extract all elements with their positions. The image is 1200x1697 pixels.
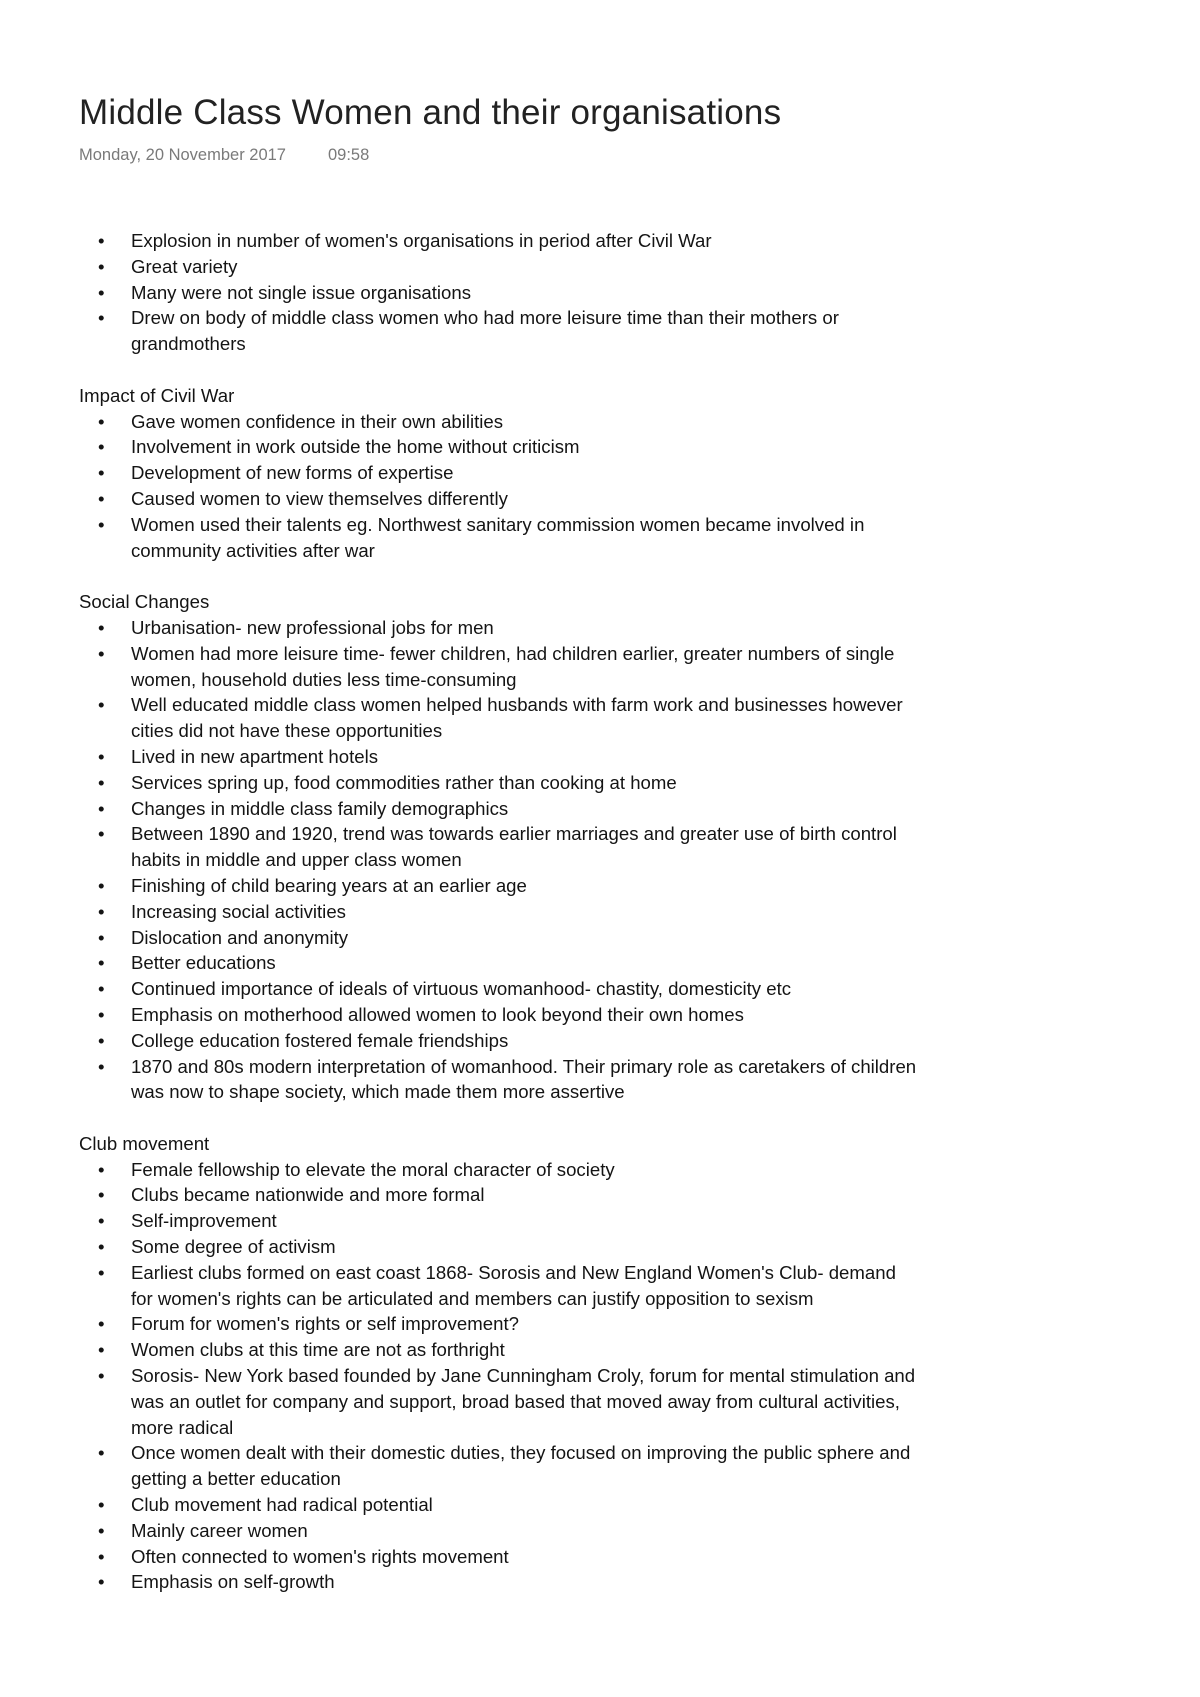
bullet-item: • Self-improvement (79, 1208, 919, 1234)
bullet-item: • Finishing of child bearing years at an earlier age (79, 873, 919, 899)
bullet-item: • 1870 and 80s modern interpretation of womanhood. Their primary role as caretakers of children was now to shape society, which made them more assertive (79, 1054, 919, 1106)
bullet-item: • Caused women to view themselves differently (79, 486, 919, 512)
bullet-item: • Drew on body of middle class women who had more leisure time than their mothers or grandmothers (79, 305, 919, 357)
bullet-list (79, 615, 919, 1105)
bullet-list (79, 1157, 919, 1596)
bullet-item: • Services spring up, food commodities rather than cooking at home (79, 770, 919, 796)
bullet-item: • Earliest clubs formed on east coast 1868- Sorosis and New England Women's Club- demand for women's rights can be articulated and members can justify opposition to sexism (79, 1260, 919, 1312)
bullet-item: • Between 1890 and 1920, trend was towards earlier marriages and greater use of birth control habits in middle and upper class women (79, 821, 919, 873)
note-section (79, 1131, 919, 1595)
bullet-item: • Mainly career women (79, 1518, 919, 1544)
bullet-item: • Emphasis on motherhood allowed women to look beyond their own homes (79, 1002, 919, 1028)
page-cutoff (0, 1620, 1200, 1697)
bullet-list (79, 228, 919, 357)
bullet-item: • Clubs became nationwide and more formal (79, 1182, 919, 1208)
bullet-item: • College education fostered female friendships (79, 1028, 919, 1054)
bullet-item: • Many were not single issue organisations (79, 280, 919, 306)
note-body (79, 228, 919, 1595)
note-section (79, 228, 919, 357)
bullet-item: • Emphasis on self-growth (79, 1569, 919, 1595)
bullet-item: • Continued importance of ideals of virtuous womanhood- chastity, domesticity etc (79, 976, 919, 1002)
page-title: Middle Class Women and their organisations (79, 93, 782, 132)
bullet-item: • Sorosis- New York based founded by Jane Cunningham Croly, forum for mental stimulation and was an outlet for company and support, broad based that moved away from cultural activities, more radical (79, 1363, 919, 1440)
bullet-item: • Well educated middle class women helped husbands with farm work and businesses however cities did not have these opportunities (79, 692, 919, 744)
page-timestamp (79, 146, 369, 165)
section-heading: Club movement (79, 1132, 210, 1154)
section-heading: Social Changes (79, 591, 210, 613)
bullet-item: • Women had more leisure time- fewer children, had children earlier, greater numbers of single women, household duties less time-consuming (79, 641, 919, 693)
page-date: Monday, 20 November 2017 (79, 146, 286, 164)
bullet-item: • Women used their talents eg. Northwest sanitary commission women became involved in community activities after war (79, 512, 919, 564)
page-time: 09:58 (327, 146, 370, 164)
bullet-item: • Dislocation and anonymity (79, 925, 919, 951)
bullet-item: • Development of new forms of expertise (79, 460, 919, 486)
note-section (79, 383, 919, 564)
bullet-item: • Lived in new apartment hotels (79, 744, 919, 770)
bullet-item: • Increasing social activities (79, 899, 919, 925)
bullet-item: • Urbanisation- new professional jobs for men (79, 615, 919, 641)
bullet-item: • Once women dealt with their domestic duties, they focused on improving the public sphere and getting a better education (79, 1440, 919, 1492)
bullet-item: • Explosion in number of women's organisations in period after Civil War (79, 228, 919, 254)
bullet-item: • Women clubs at this time are not as forthright (79, 1337, 919, 1363)
bullet-item: • Forum for women's rights or self improvement? (79, 1311, 919, 1337)
bullet-item: • Club movement had radical potential (79, 1492, 919, 1518)
bullet-item: • Gave women confidence in their own abilities (79, 409, 919, 435)
bullet-item: • Involvement in work outside the home without criticism (79, 434, 919, 460)
note-section (79, 589, 919, 1105)
bullet-item: • Female fellowship to elevate the moral character of society (79, 1157, 919, 1183)
bullet-item: • Some degree of activism (79, 1234, 919, 1260)
bullet-item: • Great variety (79, 254, 919, 280)
bullet-item: • Changes in middle class family demographics (79, 796, 919, 822)
section-heading: Impact of Civil War (79, 384, 235, 406)
bullet-item: • Often connected to women's rights movement (79, 1544, 919, 1570)
bullet-list (79, 409, 919, 564)
bullet-item: • Better educations (79, 950, 919, 976)
